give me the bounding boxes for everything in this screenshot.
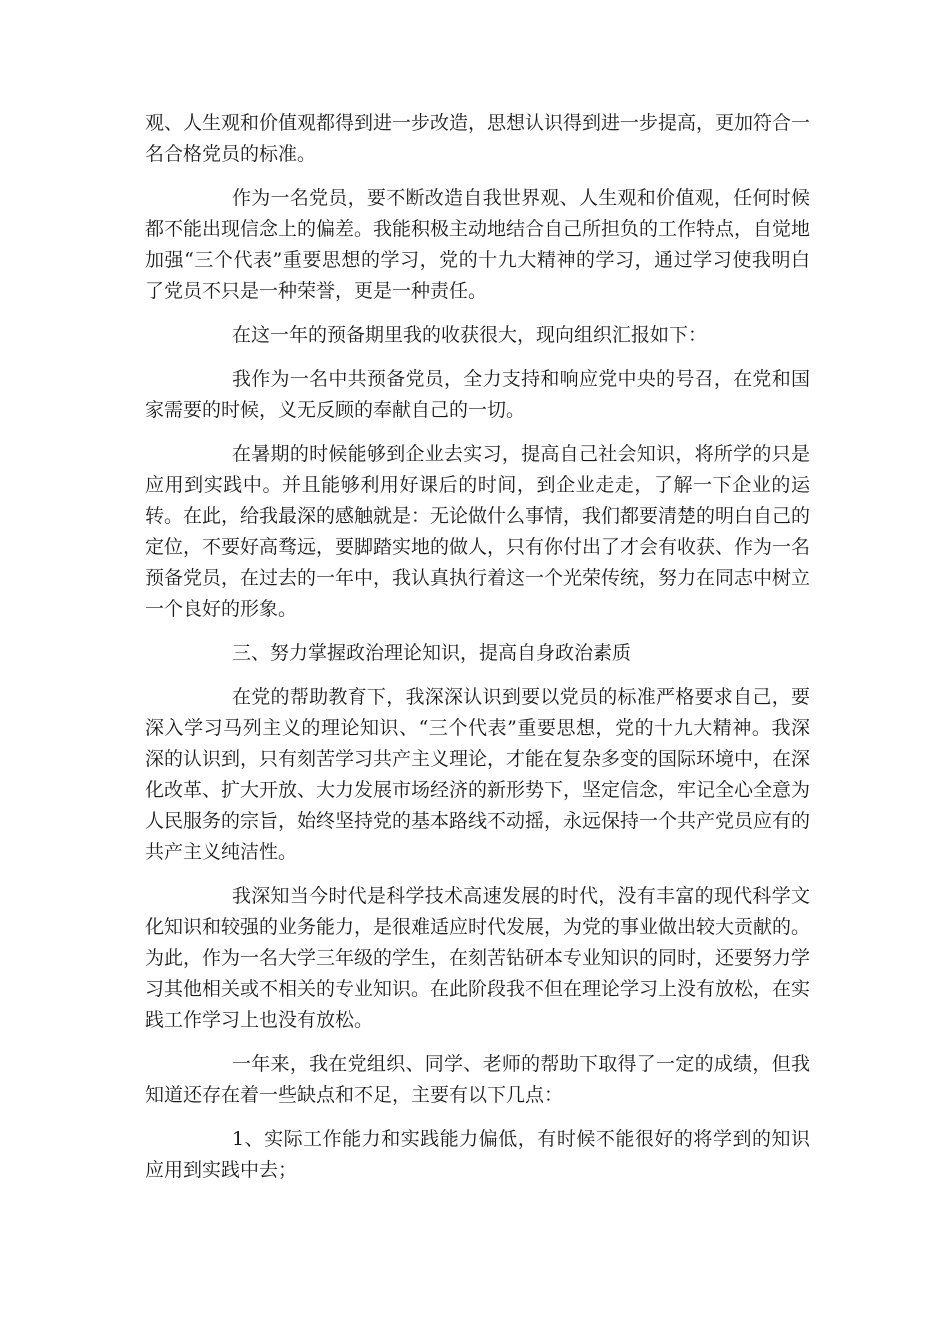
paragraph-continuation: 观、人生观和价值观都得到进一步改造，思想认识得到进一步提高，更加符合一名合格党员的标准。	[145, 112, 811, 165]
list-item-shortcoming-1: 1、实际工作能力和实践能力偏低，有时候不能很好的将学到的知识应用到实践中去；	[145, 1128, 810, 1181]
paragraph-internship: 在暑期的时候能够到企业去实习，提高自己社会知识，将所学的只是应用到实践中。并且能够利用好课后的时间，到企业走走，了解一下企业的运转。在此，给我最深的感触就是：无论做什么事情，我们都要清楚的明白自己的定位，不要好高骛远，要脚踏实地的做人，只有你付出了才会有收获、作为一名预备党员，在过去的一年中，我认真执行着这一个光荣传统，努力在同志中树立一个良好的形象。	[145, 443, 811, 620]
paragraph-party-education: 在党的帮助教育下，我深深认识到要以党员的标准严格要求自己，要深入学习马列主义的理论知识、“三个代表”重要思想，党的十九大精神。我深深的认识到，只有刻苦学习共产主义理论，才能在复杂多变的国际环境中，在深化改革、扩大开放、大力发展市场经济的新形势下，坚定信念，牢记全心全意为人民服务的宗旨，始终坚持党的基本路线不动摇，永远保持一个共产党员应有的共产主义纯洁性。	[145, 686, 811, 863]
paragraph-report-intro: 在这一年的预备期里我的收获很大，现向组织汇报如下：	[232, 324, 708, 346]
paragraph-party-member-duty: 作为一名党员，要不断改造自我世界观、人生观和价值观，任何时候都不能出现信念上的偏差。我能积极主动地结合自己所担负的工作特点，自觉地加强“三个代表”重要思想的学习，党的十九大精神的学习，通过学习使我明白了党员不只是一种荣誉，更是一种责任。	[145, 187, 811, 302]
section-heading-political-theory: 三、努力掌握政治理论知识，提高自身政治素质	[232, 642, 632, 664]
document-page	[145, 108, 810, 1199]
paragraph-science-era: 我深知当今时代是科学技术高速发展的时代，没有丰富的现代科学文化知识和较强的业务能力，是很难适应时代发展，为党的事业做出较大贡献的。为此，作为一名大学三年级的学生，在刻苦钻研本专业知识的同时，还要努力学习其他相关或不相关的专业知识。在此阶段我不但在理论学习上没有放松，在实践工作学习上也没有放松。	[145, 885, 811, 1031]
paragraph-support-call: 我作为一名中共预备党员，全力支持和响应党中央的号召，在党和国家需要的时候，义无反顾的奉献自己的一切。	[145, 368, 810, 421]
paragraph-achievements: 一年来，我在党组织、同学、老师的帮助下取得了一定的成绩，但我知道还存在着一些缺点和不足，主要有以下几点：	[145, 1053, 810, 1106]
